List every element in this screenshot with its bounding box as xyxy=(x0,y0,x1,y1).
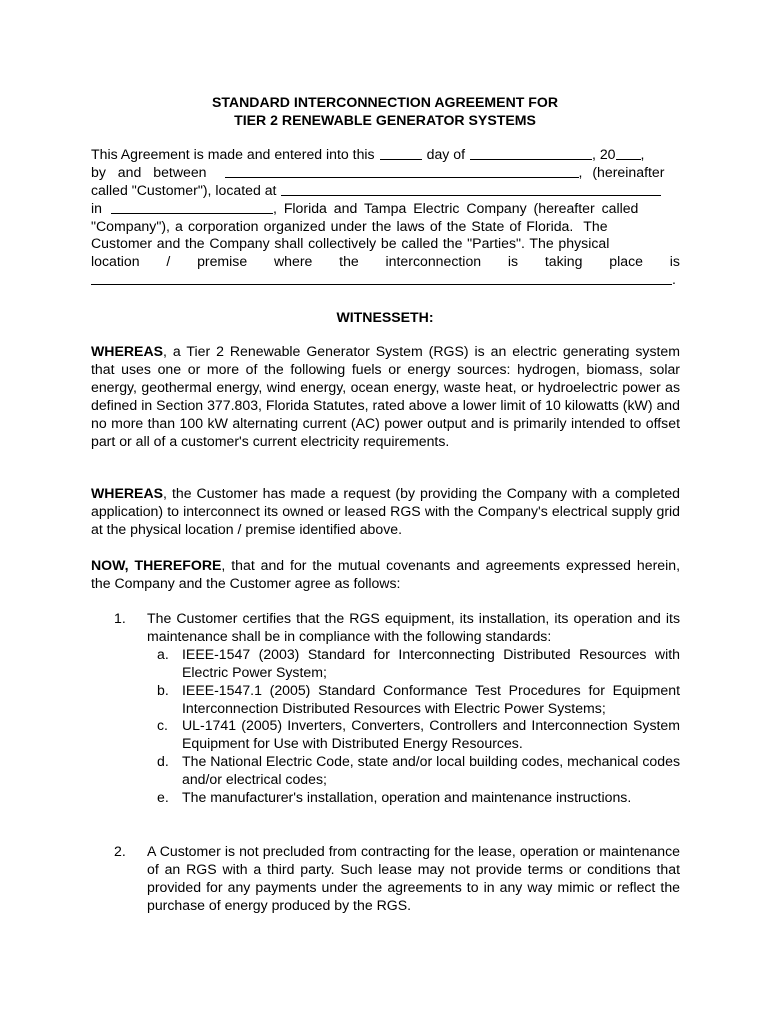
sub-item-text: The National Electric Code, state and/or local building codes, mechanical codes and/or electrical codes; xyxy=(182,753,680,788)
intro-word: where xyxy=(273,253,313,270)
sub-item-letter: b. xyxy=(157,681,169,698)
now-therefore-lead: NOW, THEREFORE xyxy=(91,557,222,573)
intro-line-5 xyxy=(91,218,680,236)
intro-text: . xyxy=(672,271,676,288)
witnesseth-heading: WITNESSETH: xyxy=(336,309,434,325)
intro-line-1 xyxy=(91,146,680,164)
sub-item-e xyxy=(147,789,680,807)
intro-line-7 xyxy=(91,253,680,271)
item-body xyxy=(147,610,680,807)
intro-line-4 xyxy=(91,200,680,218)
whereas-paragraph-2 xyxy=(91,485,680,539)
intro-text: "Company"), a corporation organized under the laws of the State of Florida. The xyxy=(91,217,608,234)
intro-word: is xyxy=(669,253,680,270)
item-number: 1. xyxy=(114,610,126,626)
intro-line-8 xyxy=(91,271,680,289)
intro-word: / xyxy=(166,253,171,270)
intro-word: the xyxy=(339,253,359,270)
sub-item-letter: a. xyxy=(157,645,169,662)
intro-text: Customer and the Company shall collectively be called the "Parties". The physical xyxy=(91,235,610,252)
item-body xyxy=(147,843,680,915)
intro-text: , 20 xyxy=(592,146,616,162)
item-text: A Customer is not precluded from contracting for the lease, operation or maintenance of an RGS with a third party. Such lease may not provide terms or conditions that provided for any payments under the agreements to in any way mimic or reflect the purchase of energy produced by the RGS. xyxy=(147,843,680,913)
now-therefore-text: , that and for the mutual covenants and agreements expressed herein, the Company and the Customer agree as follows: xyxy=(91,557,680,591)
location-blank xyxy=(281,182,661,196)
city-blank xyxy=(111,200,273,214)
intro-word: premise xyxy=(197,253,248,270)
sub-item-d xyxy=(147,753,680,789)
intro-text: in xyxy=(91,199,102,216)
whereas-text: , a Tier 2 Renewable Generator System (RGS) is an electric generating system that uses one or more of the following fuels or energy sources: hydrogen, biomass, solar energy, geothermal energy, wind energy, ocean energy, waste heat, or hydroelectric power as defined in Section 377.803, Florida Statutes, rated above a lower limit of 10 kilowatts (kW) and no more than 100 kW alternating current (AC) power output and is primarily intended to offset part or all of a customer's current electricity requirements. xyxy=(91,343,680,449)
year-blank xyxy=(616,146,641,160)
intro-text: , Florida and Tampa Electric Company (hereafter called xyxy=(272,199,639,216)
intro-line-3 xyxy=(91,182,680,200)
intro-word: is xyxy=(507,253,519,270)
item-text: The Customer certifies that the RGS equipment, its installation, its operation and its maintenance shall be in compliance with the following standards: xyxy=(147,610,680,644)
intro-word: interconnection xyxy=(385,253,482,270)
intro-word: place xyxy=(609,253,643,270)
document-title-line-1: STANDARD INTERCONNECTION AGREEMENT FOR xyxy=(211,94,559,110)
whereas-lead: WHEREAS xyxy=(91,343,164,359)
intro-word: taking xyxy=(544,253,583,270)
sub-item-b xyxy=(147,682,680,718)
sub-item-c xyxy=(147,717,680,753)
sub-item-text: IEEE-1547 (2003) Standard for Interconnecting Distributed Resources with Electric Power System; xyxy=(182,645,680,680)
whereas-lead: WHEREAS xyxy=(91,485,164,501)
intro-text: This Agreement is made and entered into this xyxy=(91,146,375,162)
intro-text: called "Customer"), located at xyxy=(91,181,277,198)
sub-item-a xyxy=(147,646,680,682)
month-blank xyxy=(470,146,592,160)
sub-item-text: UL-1741 (2005) Inverters, Converters, Controllers and Interconnection System Equipment for Use with Distributed Energy Resources. xyxy=(182,717,680,752)
intro-text: by and between xyxy=(91,163,207,180)
premise-blank xyxy=(91,271,672,285)
document-title-line-2: TIER 2 RENEWABLE GENERATOR SYSTEMS xyxy=(234,112,536,128)
sub-item-letter: d. xyxy=(157,753,169,770)
intro-word: location xyxy=(91,253,140,270)
sub-item-letter: c. xyxy=(157,717,168,734)
now-therefore-paragraph xyxy=(91,557,680,593)
intro-line-6 xyxy=(91,235,680,253)
whereas-text: , the Customer has made a request (by providing the Company with a completed application) to interconnect its owned or leased RGS with the Company's electrical supply grid at the physical location / premise identified above. xyxy=(91,485,680,537)
intro-line-2 xyxy=(91,164,680,182)
whereas-paragraph-1 xyxy=(91,343,680,450)
sub-item-text: The manufacturer's installation, operation and maintenance instructions. xyxy=(182,789,632,806)
sub-item-text: IEEE-1547.1 (2005) Standard Conformance Test Procedures for Equipment Interconnection Distributed Resources with Electric Power Systems; xyxy=(182,681,680,716)
intro-text: , (hereinafter xyxy=(578,163,665,180)
intro-paragraph xyxy=(91,146,680,289)
customer-name-blank xyxy=(225,164,579,178)
day-blank xyxy=(380,146,422,160)
intro-text: day of xyxy=(426,146,466,162)
sub-item-letter: e. xyxy=(157,789,169,806)
item-number: 2. xyxy=(114,843,126,859)
intro-text: , xyxy=(640,146,645,162)
